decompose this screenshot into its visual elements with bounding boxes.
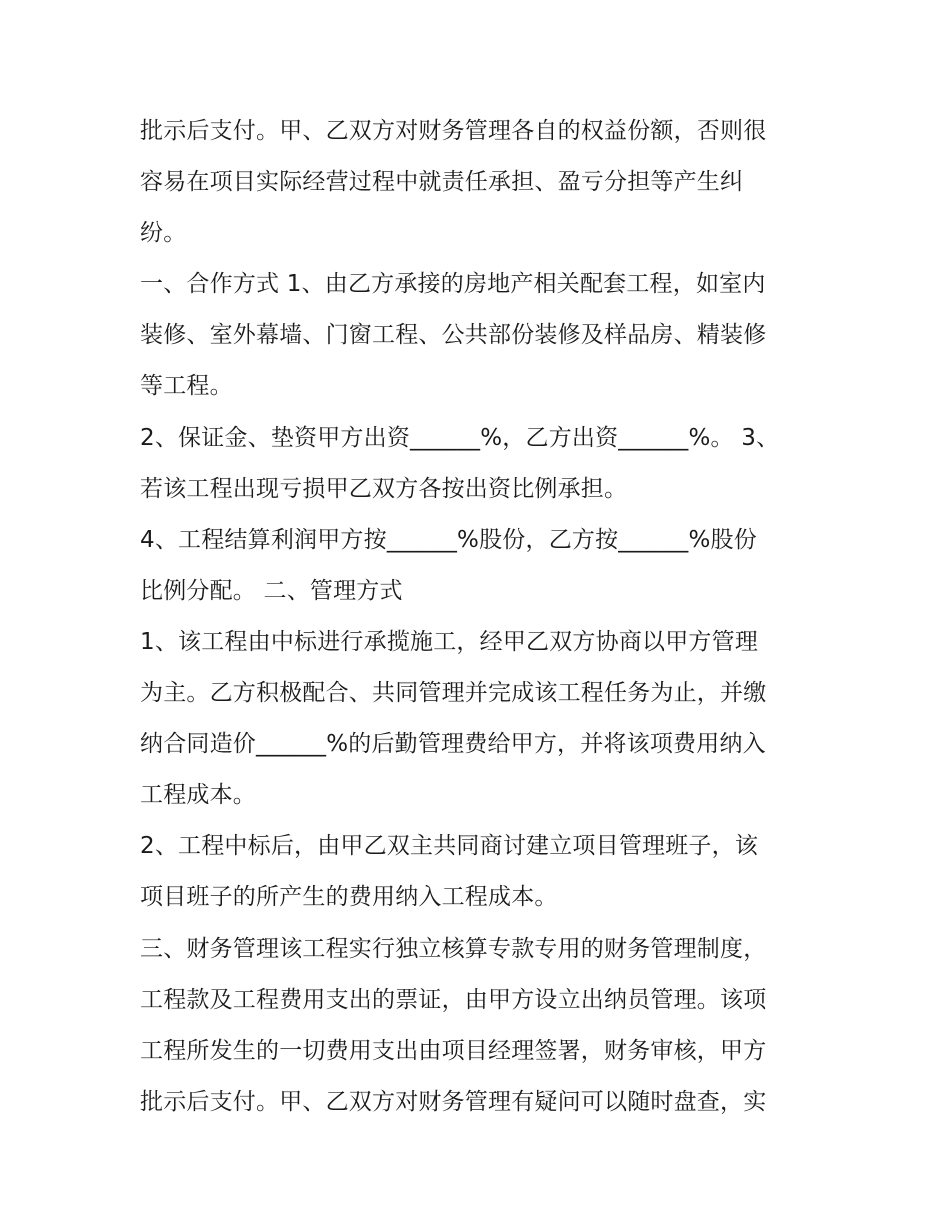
text-line: 批示后支付。甲、乙双方对财务管理有疑问可以随时盘查，实 <box>140 1088 767 1115</box>
text-line: 批示后支付。甲、乙双方对财务管理各自的权益份额，否则很 <box>140 118 767 144</box>
text-line: 工程成本。 <box>140 782 256 809</box>
text-line: 比例分配。 二、管理方式 <box>140 577 403 604</box>
text-line: 纷。 <box>140 220 187 247</box>
text-line: 纳合同造价______%的后勤管理费给甲方，并将该项费用纳入 <box>140 731 766 758</box>
text-line: 等工程。 <box>140 373 233 400</box>
text-line: 一、合作方式 1、由乙方承接的房地产相关配套工程，如室内 <box>140 271 766 298</box>
text-line: 装修、室外幕墙、门窗工程、公共部份装修及样品房、精装修 <box>140 322 767 349</box>
text-line: 三、财务管理该工程实行独立核算专款专用的财务管理制度， <box>140 935 767 962</box>
text-line: 2、保证金、垫资甲方出资______%，乙方出资______%。 3、 <box>140 424 780 451</box>
text-line: 1、该工程由中标进行承揽施工，经甲乙双方协商以甲方管理 <box>140 628 759 655</box>
document-body <box>140 106 820 1128</box>
text-line: 工程所发生的一切费用支出由项目经理签署，财务审核，甲方 <box>140 1037 767 1064</box>
text-line: 工程款及工程费用支出的票证，由甲方设立出纳员管理。该项 <box>140 986 767 1013</box>
text-line: 2、工程中标后，由甲乙双主共同商讨建立项目管理班子，该 <box>140 833 759 860</box>
text-line: 项目班子的所产生的费用纳入工程成本。 <box>140 884 558 911</box>
text-line: 为主。乙方积极配合、共同管理并完成该工程任务为止，并缴 <box>140 680 767 707</box>
text-line: 若该工程出现亏损甲乙双方各按出资比例承担。 <box>140 475 628 502</box>
text-line: 4、工程结算利润甲方按______%股份，乙方按______%股份 <box>140 526 757 553</box>
text-line: 容易在项目实际经营过程中就责任承担、盈亏分担等产生纠 <box>140 169 744 196</box>
